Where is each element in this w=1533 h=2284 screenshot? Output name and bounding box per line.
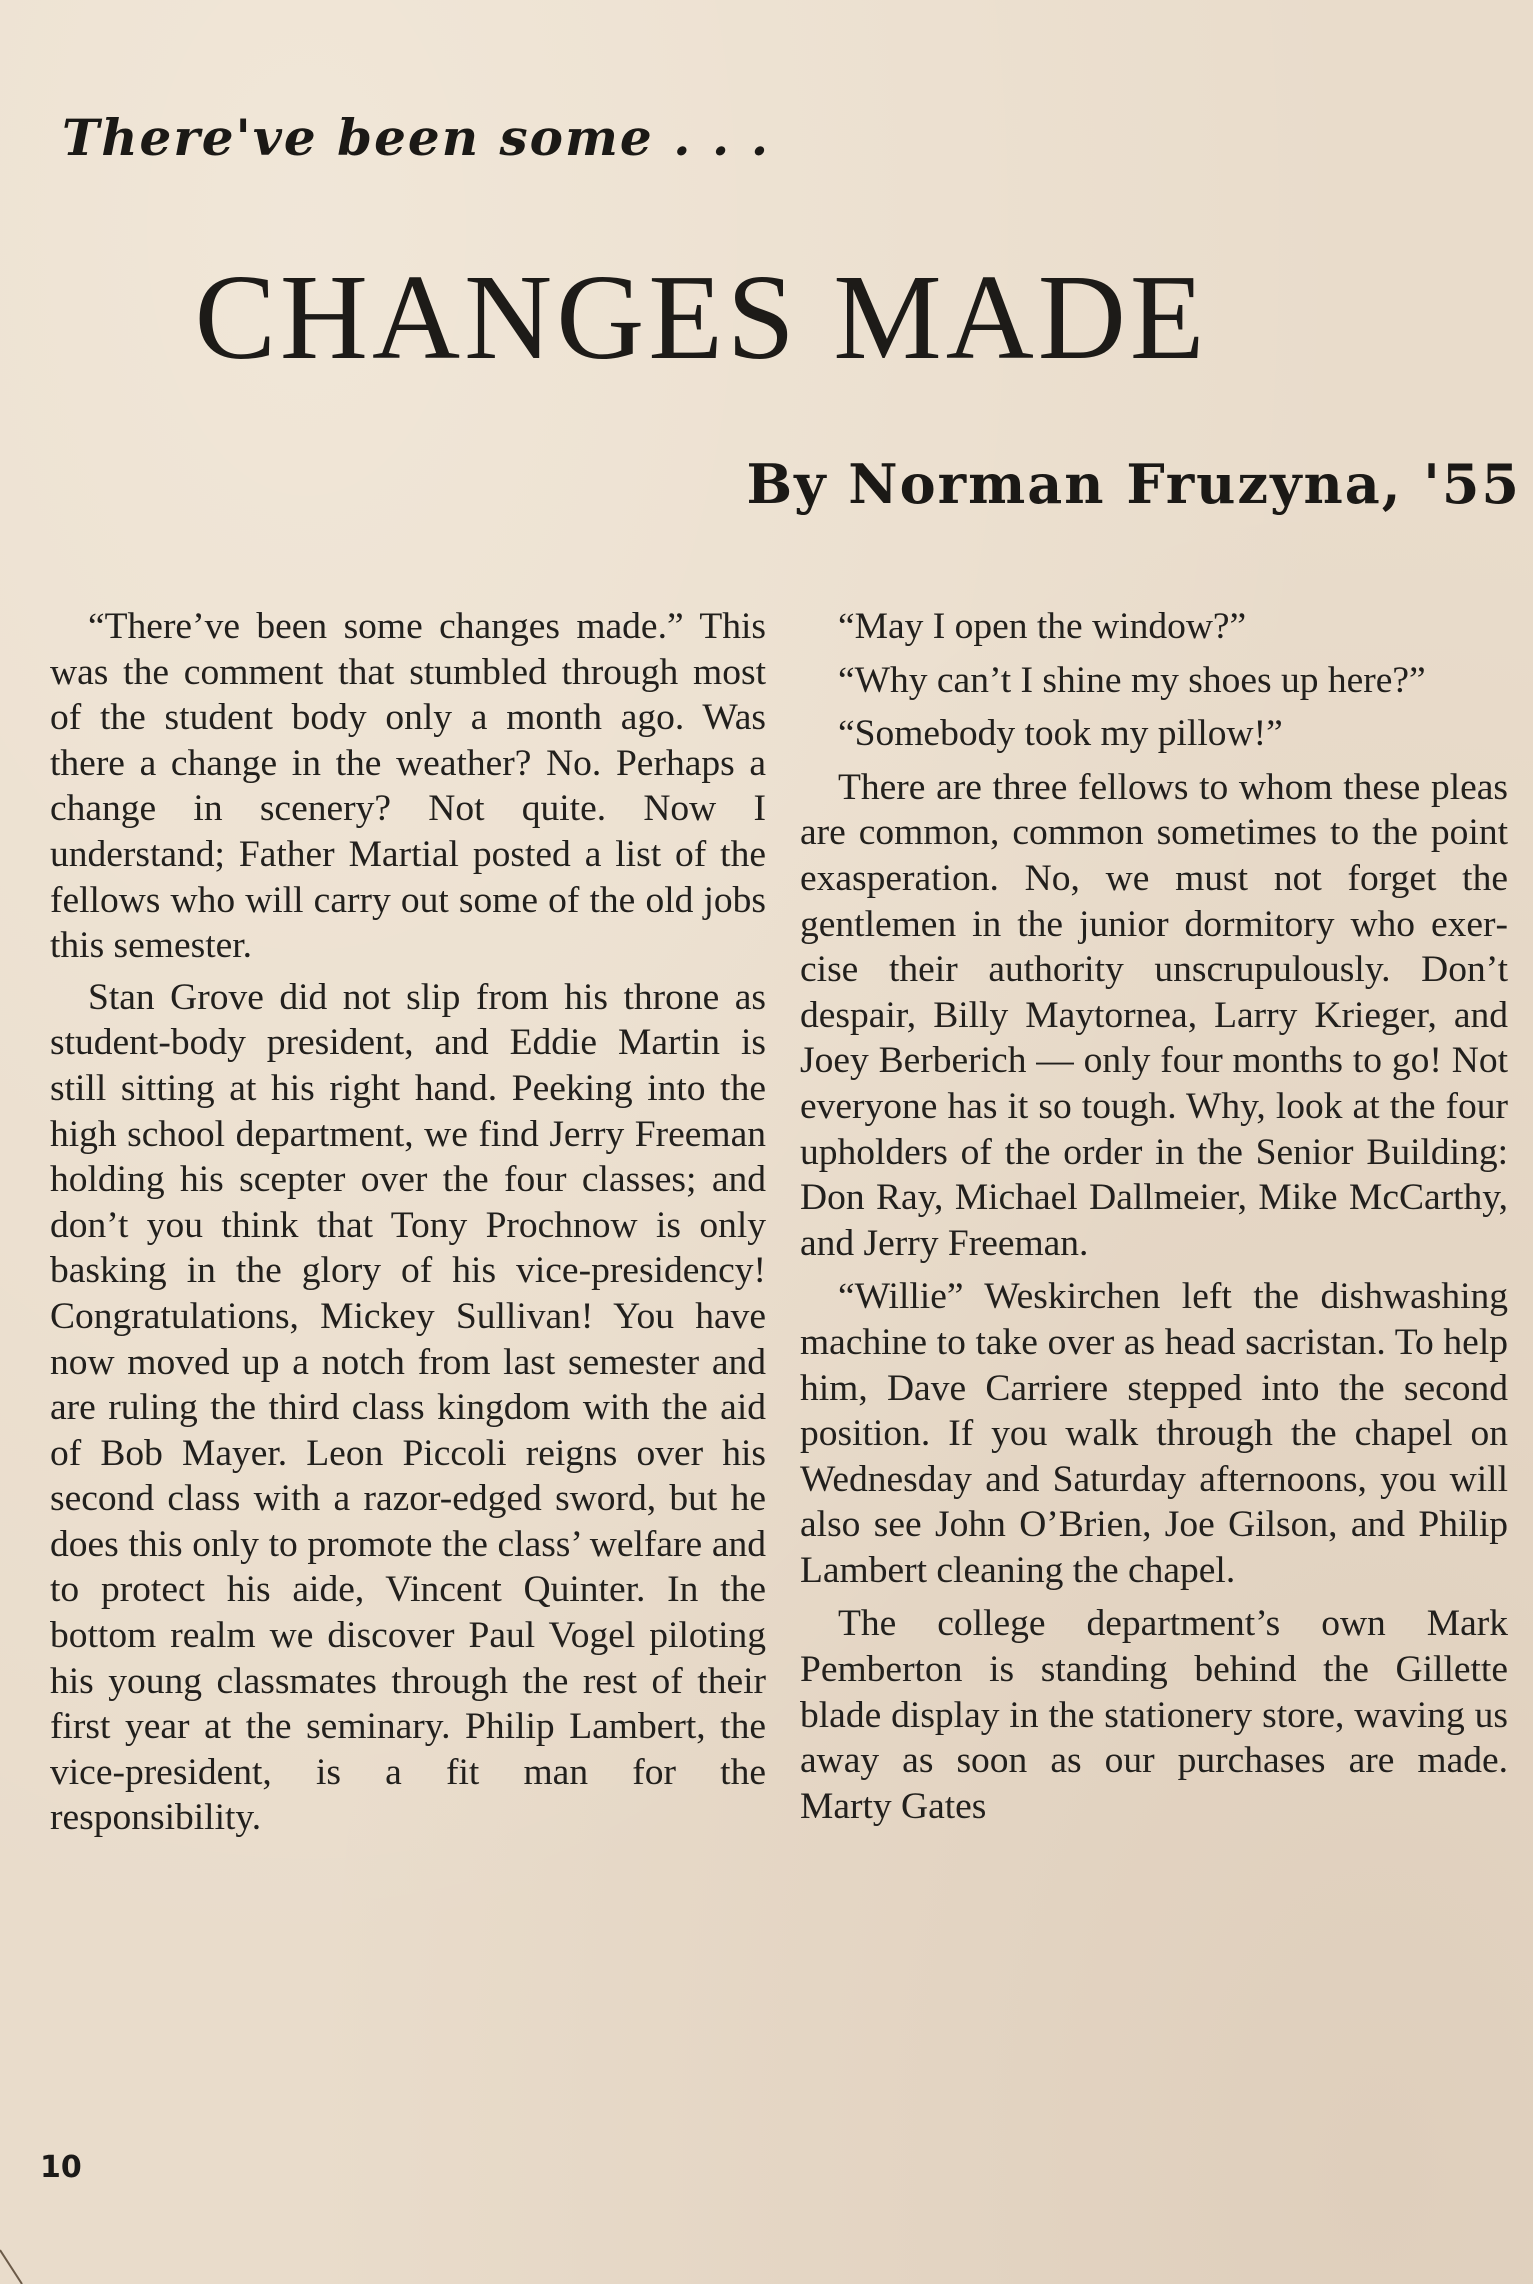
kicker-title: There've been some . . . xyxy=(62,108,771,167)
byline: By Norman Fruzyna, '55 xyxy=(746,452,1521,516)
paragraph: There are three fellows to whom these pleas are common, common sometimes to the point exasperation. No, we must not forget the gentlemen in the junior dormitory who exercise their authority unscrupulously. Don’t despair, Billy Maytornea, Larry Krieger, and Joey Berberich — only four months to go! Not everyone has it so tough. Why, look at the four upholders of the order in the Senior Building: Don Ray, Michael Dallmeier, Mike McCarthy, and Jerry Freeman. xyxy=(800,766,1508,1264)
article-column-right xyxy=(800,604,1508,1837)
paragraph: “There’ve been some changes made.” This was the comment that stumbled through most of the student body only a month ago. Was there a change in the weather? No. Perhaps a change in scenery? Not quite. Now I understand; Father Martial posted a list of the fellows who will carry out some of the old jobs this semester. xyxy=(50,606,766,967)
article-column-left xyxy=(50,604,766,1847)
paragraph: “Willie” Weskirchen left the dishwashing machine to take over as head sacristan. To help him, Dave Carriere stepped into the second position. If you walk through the chapel on Wednesday and Saturday afternoons, you will also see John O’Brien, Joe Gilson, and Philip Lambert cleaning the chapel. xyxy=(800,1276,1508,1591)
paragraph: Stan Grove did not slip from his throne as student-body president, and Eddie Martin is still sitting at his right hand. Peeking into the high school department, we find Jerry Freeman holding his scepter over the four classes; and don’t you think that Tony Prochnow is only basking in the glory of his vice-presidency! Congratulations, Mickey Sullivan! You have now moved up a notch from last semester and are ruling the third class kingdom with the aid of Bob Mayer. Leon Piccoli reigns over his second class with a razor-edged sword, but he does this only to promote the class’ welfare and to protect his aide, Vincent Quinter. In the bottom realm we discover Paul Vogel piloting his young classmates through the rest of their first year at the seminary. Philip Lambert, the vice-president, is a fit man for the responsibility. xyxy=(50,976,766,1839)
paragraph: “Why can’t I shine my shoes up here?” xyxy=(838,659,1426,701)
paragraph: “May I open the window?” xyxy=(838,606,1247,647)
paragraph: The college department’s own Mark Pemberton is standing behind the Gillette blade display in the stationery store, waving us away as soon as our purchases are made. Marty Gates xyxy=(800,1603,1508,1827)
page-number: 10 xyxy=(40,2150,82,2185)
headline: CHANGES MADE xyxy=(194,250,1209,385)
corner-crease-mark xyxy=(0,2244,40,2284)
paragraph: “Somebody took my pillow!” xyxy=(838,713,1283,755)
